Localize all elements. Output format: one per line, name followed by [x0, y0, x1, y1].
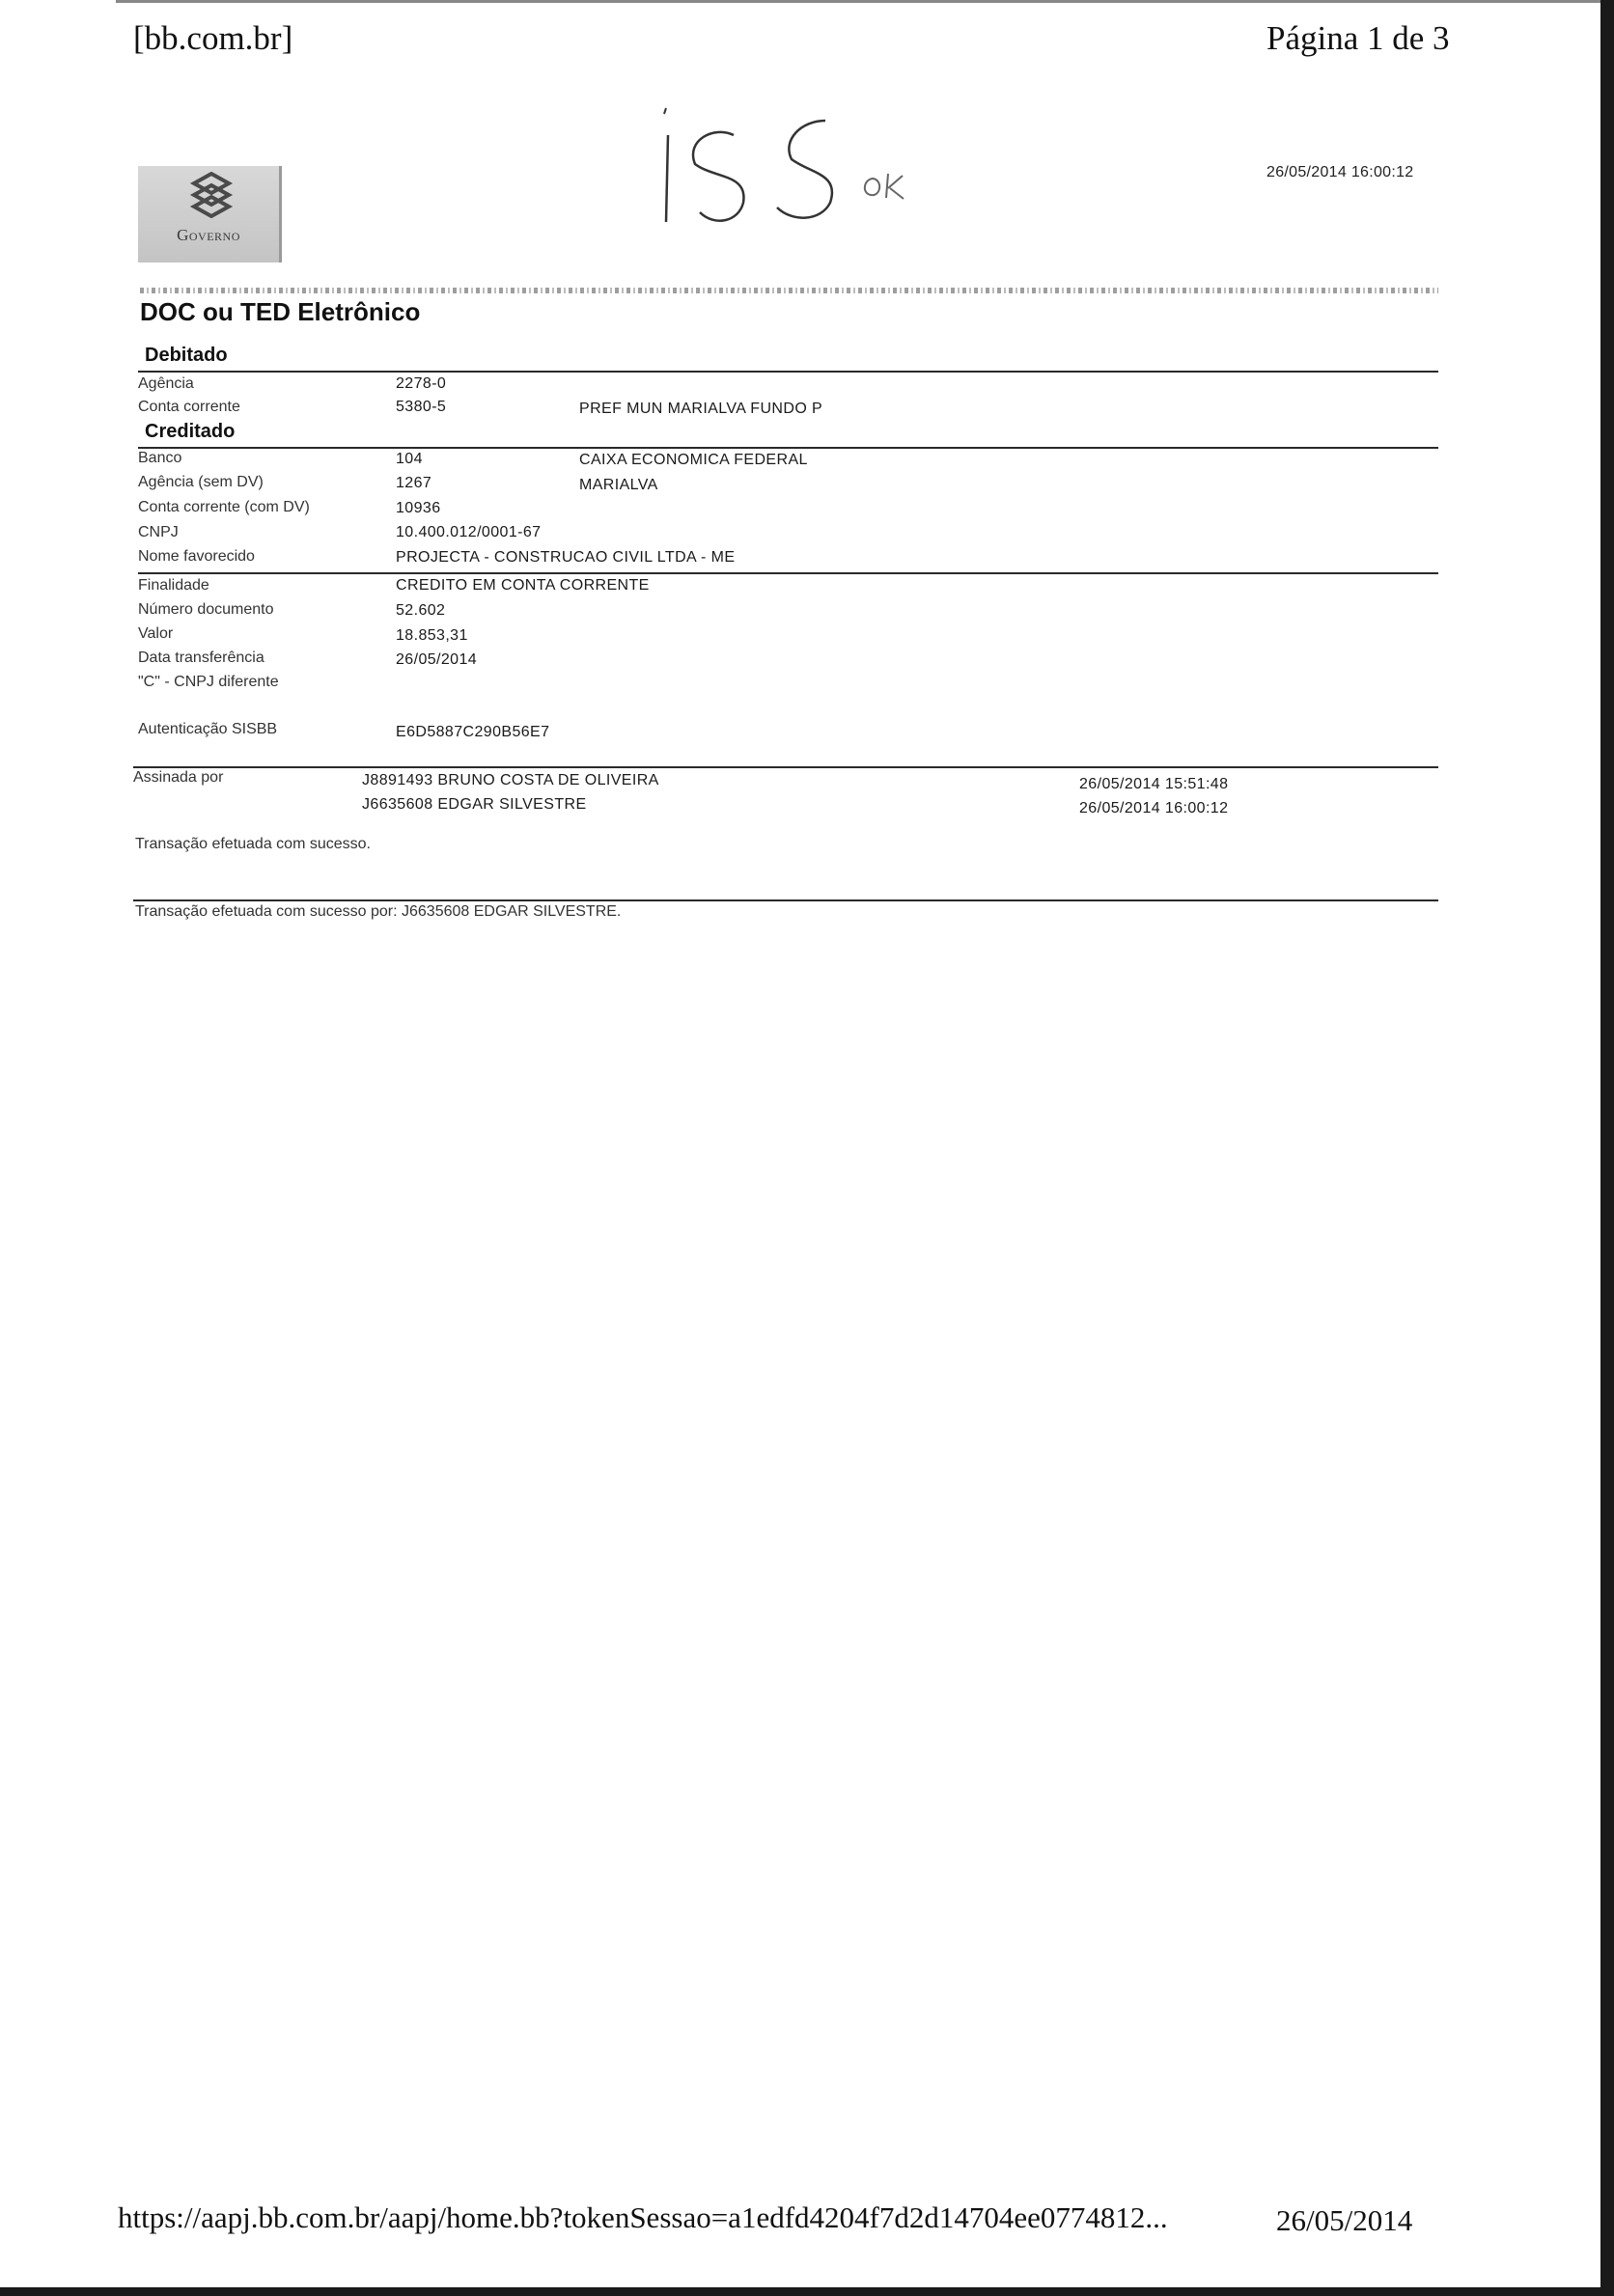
field-extra: CAIXA ECONOMICA FEDERAL [579, 452, 808, 468]
transaction-status-final: Transação efetuada com sucesso por: J6635608 EDGAR SILVESTRE. [135, 903, 622, 920]
section-divider [133, 899, 1438, 901]
field-label: Agência [138, 375, 194, 392]
field-label: Finalidade [138, 577, 209, 594]
scan-edge-right [1600, 0, 1614, 2296]
field-value: 26/05/2014 [396, 651, 478, 668]
header-site: [bb.com.br] [133, 19, 293, 57]
field-value: PROJECTA - CONSTRUCAO CIVIL LTDA - ME [396, 549, 736, 566]
field-label: Conta corrente (com DV) [138, 499, 310, 515]
scan-edge-bottom [0, 2287, 1614, 2296]
authentication-code: E6D5887C290B56E7 [396, 724, 550, 740]
logo-text: Governo [177, 226, 240, 244]
signer-name: J8891493 BRUNO COSTA DE OLIVEIRA [362, 772, 659, 788]
section-divider [138, 447, 1438, 449]
document-title: DOC ou TED Eletrônico [140, 297, 421, 326]
footer-url: https://aapj.bb.com.br/aapj/home.bb?tokenSessao=a1edfd4204f7d2d14704ee0774812... [118, 2200, 1168, 2234]
header-separator [140, 288, 1438, 293]
field-value: 2278-0 [396, 375, 447, 392]
field-value: CREDITO EM CONTA CORRENTE [396, 577, 650, 594]
field-label: Valor [138, 625, 174, 642]
field-value: 52.602 [396, 602, 446, 619]
section-divider [133, 766, 1438, 768]
field-extra: PREF MUN MARIALVA FUNDO P [579, 401, 823, 417]
header-page-number: Página 1 de 3 [1266, 19, 1450, 57]
field-label: Nome favorecido [138, 548, 255, 565]
field-label: Autenticação SISBB [138, 721, 278, 737]
signer-name: J6635608 EDGAR SILVESTRE [362, 796, 587, 813]
field-label: Agência (sem DV) [138, 474, 264, 490]
section-debitado-title: Debitado [145, 345, 228, 366]
field-label: Número documento [138, 601, 274, 618]
field-label: Banco [138, 450, 182, 466]
field-value: 10936 [396, 500, 441, 516]
section-creditado-title: Creditado [145, 421, 236, 442]
field-label: Data transferência [138, 650, 264, 666]
handwritten-annotation [656, 97, 965, 246]
section-divider [138, 371, 1438, 373]
field-extra: MARIALVA [579, 477, 658, 493]
header-timestamp: 26/05/2014 16:00:12 [1266, 164, 1414, 180]
field-value: 18.853,31 [396, 627, 468, 644]
field-label: Conta corrente [138, 399, 240, 415]
field-value: 104 [396, 451, 423, 467]
section-divider [138, 572, 1438, 574]
scan-edge-top [116, 0, 1602, 3]
footer-date: 26/05/2014 [1276, 2203, 1413, 2237]
signer-datetime: 26/05/2014 15:51:48 [1079, 776, 1229, 792]
signed-by-label: Assinada por [133, 769, 224, 786]
banco-do-brasil-logo-icon [186, 172, 237, 218]
field-label: "C" - CNPJ diferente [138, 674, 279, 690]
field-label: CNPJ [138, 524, 179, 540]
logo-box [138, 166, 282, 263]
field-value: 5380-5 [396, 399, 447, 415]
signer-datetime: 26/05/2014 16:00:12 [1079, 800, 1229, 816]
transaction-status: Transação efetuada com sucesso. [135, 836, 371, 852]
field-value: 1267 [396, 475, 432, 491]
field-value: 10.400.012/0001-67 [396, 524, 542, 540]
